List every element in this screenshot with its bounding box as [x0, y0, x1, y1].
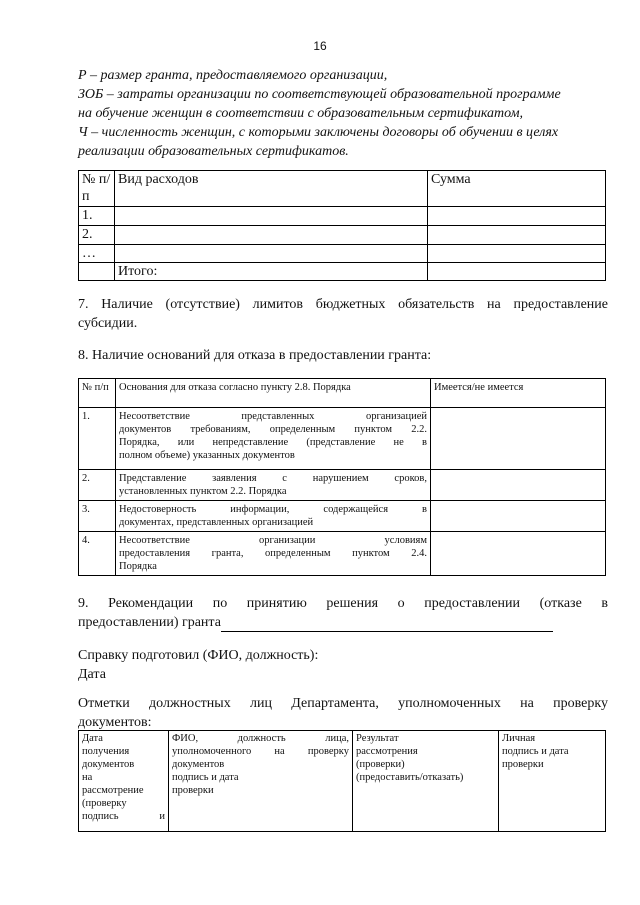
page-number: 16 [313, 39, 327, 53]
header-status: Имеется/не имеется [431, 379, 606, 408]
definition-line: Ч – численность женщин, с которыми заключены договоры об обучении в целях [78, 125, 559, 140]
definition-line: реализации образовательных сертификатов. [78, 144, 349, 159]
row-type [115, 207, 428, 226]
row-status [431, 408, 606, 470]
refusal-grounds-table [78, 378, 606, 576]
definition-line: ЗОБ – затраты организации по соответствующей образовательной программе [78, 87, 561, 102]
row-num: 2. [79, 226, 115, 245]
header-expense-type: Вид расходов [115, 171, 428, 207]
row-num: 1. [79, 207, 115, 226]
definition-line: на обучение женщин в соответствии с образовательным сертификатом, [78, 106, 524, 121]
header-num: № п/п [79, 379, 116, 408]
table-row [79, 207, 606, 226]
table-row [79, 226, 606, 245]
header-sum: Сумма [428, 171, 606, 207]
header-review-result: Результат рассмотрения (проверки) (предоставить/отказать) [353, 731, 499, 832]
table-header-row [79, 171, 606, 207]
section-7-line: субсидии. [78, 316, 138, 331]
table-row [79, 470, 606, 501]
row-type [115, 245, 428, 263]
marks-line: Отметки должностных лиц Департамента, уполномоченных на проверку [78, 696, 608, 711]
marks-line: документов: [78, 715, 152, 730]
officials-marks-table [78, 730, 606, 832]
section-8-heading: 8. Наличие оснований для отказа в предоставлении гранта: [78, 348, 432, 363]
row-sum [428, 245, 606, 263]
row-grounds: Несоответствие организации условиям предоставления гранта, определенным пунктом 2.4. Порядка [116, 532, 431, 576]
section-9-line: предоставлении) гранта [78, 613, 608, 632]
header-official-name: ФИО, должность лица, уполномоченного на проверку документов подпись и дата проверки [169, 731, 353, 832]
section-7 [78, 295, 608, 333]
recommendation-blank-line [221, 615, 553, 632]
section-9 [78, 594, 608, 632]
table-row [79, 245, 606, 263]
table-row [79, 532, 606, 576]
row-status [431, 532, 606, 576]
row-num: 4. [79, 532, 116, 576]
row-sum [428, 226, 606, 245]
definition-line: Р – размер гранта, предоставляемого организации, [78, 68, 388, 83]
row-num: 2. [79, 470, 116, 501]
section-7-line: 7. Наличие (отсутствие) лимитов бюджетных обязательств на предоставление [78, 297, 608, 312]
header-receipt-date: Дата получения документов на рассмотрение (проверку подпись и [79, 731, 169, 832]
section-9-line: 9. Рекомендации по принятию решения о предоставлении (отказе в [78, 596, 608, 611]
table-row [79, 501, 606, 532]
prepared-by-block [78, 646, 608, 684]
formula-definitions [78, 66, 608, 161]
row-grounds: Недостоверность информации, содержащейся в документах, представленных организацией [116, 501, 431, 532]
row-sum [428, 207, 606, 226]
header-grounds: Основания для отказа согласно пункту 2.8. Порядка [116, 379, 431, 408]
table-row [79, 408, 606, 470]
row-status [431, 470, 606, 501]
row-grounds: Представление заявления с нарушением сроков, установленных пунктом 2.2. Порядка [116, 470, 431, 501]
row-grounds: Несоответствие представленных организацией документов требованиям, определенным пунктом 2.2. Порядка, или непредставление (представление не в полном объеме) указанных документов [116, 408, 431, 470]
row-num: 3. [79, 501, 116, 532]
header-personal-signature: Личная подпись и дата проверки [499, 731, 606, 832]
total-row [79, 263, 606, 281]
table-header-row [79, 379, 606, 408]
prepared-by-label: Справку подготовил (ФИО, должность): [78, 648, 319, 663]
row-status [431, 501, 606, 532]
row-type [115, 226, 428, 245]
row-num: … [79, 245, 115, 263]
total-label: Итого: [115, 263, 428, 281]
marks-heading [78, 694, 608, 732]
header-num: № п/п [79, 171, 115, 207]
date-label: Дата [78, 667, 106, 682]
table-header-row [79, 731, 606, 832]
expense-table [78, 170, 606, 281]
row-num: 1. [79, 408, 116, 470]
